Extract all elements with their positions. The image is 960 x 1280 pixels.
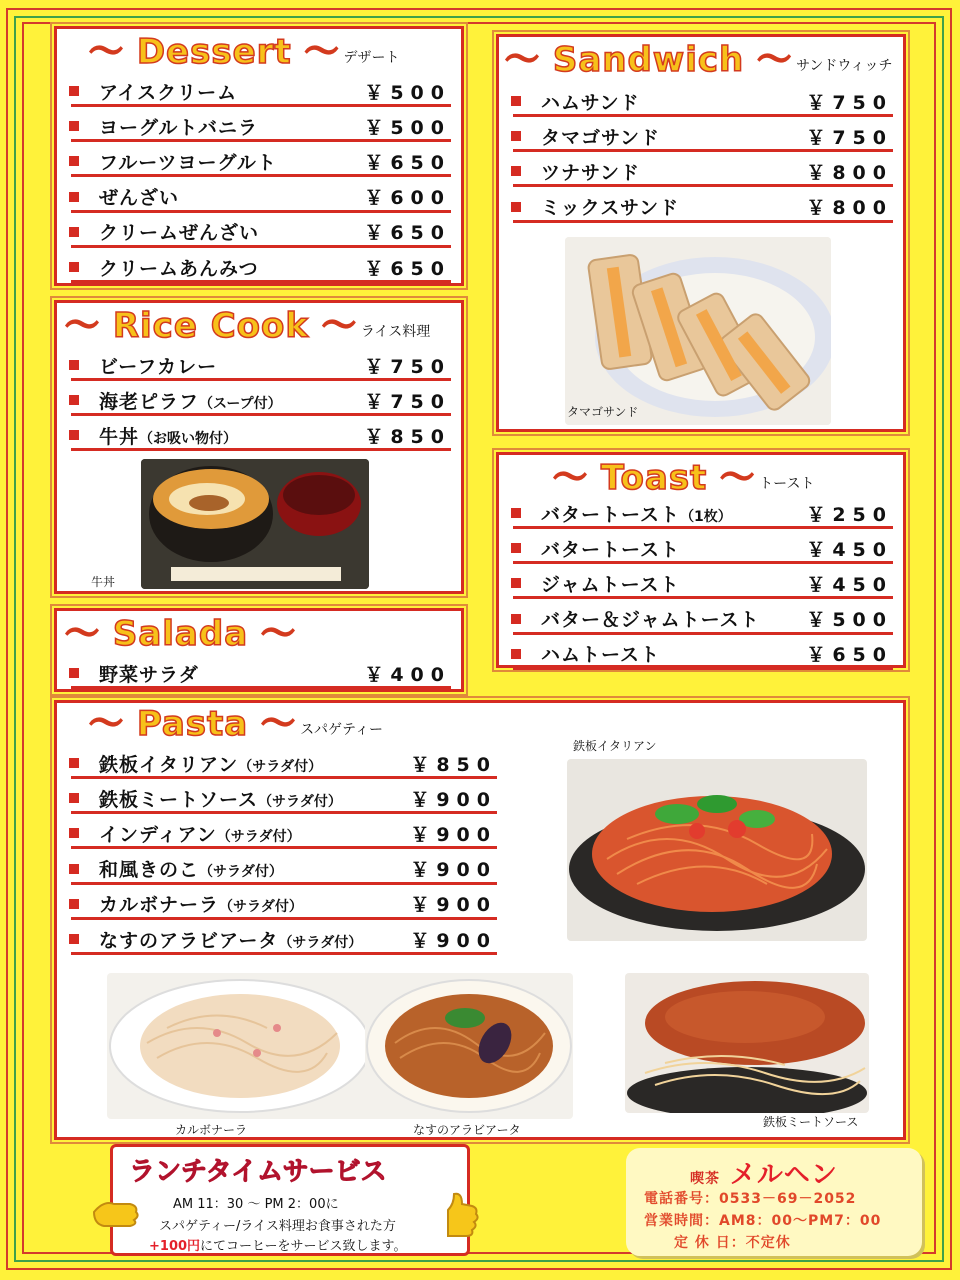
menu-item-label: 鉄板イタリアン bbox=[99, 753, 239, 776]
meat-sauce-photo bbox=[625, 973, 869, 1113]
menu-item-name bbox=[541, 605, 806, 632]
salada-section bbox=[54, 608, 464, 692]
title-swash-decoration bbox=[60, 338, 362, 345]
shop-info-box bbox=[626, 1148, 922, 1256]
bullet-square-icon bbox=[511, 508, 521, 518]
menu-item-name bbox=[541, 500, 806, 527]
dessert-title: ～ Dessert ～ bbox=[89, 35, 340, 69]
title-swash-decoration bbox=[500, 72, 798, 79]
row-underline bbox=[71, 210, 451, 213]
row-underline bbox=[71, 413, 451, 416]
menu-item-label: なすのアラビアータ bbox=[99, 929, 279, 952]
menu-item-price: ￥500 bbox=[364, 81, 451, 104]
row-underline bbox=[513, 220, 893, 223]
menu-item-name bbox=[99, 218, 364, 245]
menu-item-name bbox=[99, 750, 410, 777]
meat-sauce-caption: 鉄板ミートソース bbox=[763, 1115, 859, 1129]
menu-item-row bbox=[511, 155, 893, 187]
row-underline bbox=[71, 280, 451, 283]
menu-item-note: （サラダ付） bbox=[278, 934, 363, 951]
bullet-square-icon bbox=[69, 86, 79, 96]
bullet-square-icon bbox=[511, 614, 521, 624]
row-underline bbox=[71, 174, 451, 177]
salada-title: ～ Salada ～ bbox=[65, 617, 296, 651]
menu-item-row bbox=[69, 888, 497, 920]
menu-item-row bbox=[69, 817, 497, 849]
menu-item-row bbox=[69, 145, 451, 177]
row-underline bbox=[513, 667, 893, 670]
bullet-square-icon bbox=[69, 430, 79, 440]
menu-item-row bbox=[69, 853, 497, 885]
menu-item-label: タマゴサンド bbox=[541, 126, 661, 149]
menu-item-price: ￥750 bbox=[364, 355, 451, 378]
menu-item-price: ￥750 bbox=[806, 126, 893, 149]
menu-item-name bbox=[99, 78, 364, 105]
menu-item-name bbox=[541, 158, 806, 185]
menu-item-price: ￥750 bbox=[364, 390, 451, 413]
lunch-offer bbox=[149, 1235, 406, 1254]
row-underline bbox=[513, 596, 893, 599]
row-underline bbox=[513, 114, 893, 117]
shop-closed: 定 休 日：不定休 bbox=[674, 1235, 791, 1251]
menu-item-name bbox=[99, 855, 410, 882]
shop-phone: 電話番号：0533－69－2052 bbox=[644, 1191, 857, 1207]
menu-item-label: アイスクリーム bbox=[99, 81, 238, 104]
bullet-square-icon bbox=[69, 899, 79, 909]
menu-item-row bbox=[69, 747, 497, 779]
menu-item-name bbox=[541, 123, 806, 150]
bullet-square-icon bbox=[69, 668, 79, 678]
menu-item-price: ￥850 bbox=[410, 753, 497, 776]
menu-item-row bbox=[511, 532, 893, 564]
row-underline bbox=[71, 776, 497, 779]
menu-item-row bbox=[511, 603, 893, 635]
menu-item-note: （サラダ付） bbox=[258, 793, 342, 810]
menu-item-name bbox=[99, 890, 410, 917]
menu-item-price: ￥500 bbox=[364, 116, 451, 139]
shop-name: メルヘン bbox=[729, 1160, 838, 1190]
menu-item-label: クリームぜんざい bbox=[99, 222, 260, 245]
menu-item-price: ￥500 bbox=[806, 609, 893, 632]
menu-item-label: 野菜サラダ bbox=[99, 663, 199, 686]
row-underline bbox=[71, 882, 497, 885]
menu-item-label: 和風きのこ bbox=[99, 859, 200, 882]
shop-hours: 営業時間：AM8：00～PM7：00 bbox=[644, 1213, 882, 1229]
menu-item-label: バター＆ジャムトースト bbox=[541, 609, 760, 632]
menu-item-price: ￥600 bbox=[364, 187, 451, 210]
italian-photo bbox=[567, 759, 867, 941]
menu-item-row bbox=[69, 181, 451, 213]
menu-item-label: 牛丼 bbox=[99, 425, 140, 448]
lunch-offer-price: +100円 bbox=[149, 1239, 201, 1254]
toast-section bbox=[496, 452, 906, 668]
row-underline bbox=[71, 917, 497, 920]
menu-item-label: 海老ピラフ bbox=[99, 390, 200, 413]
bullet-square-icon bbox=[69, 121, 79, 131]
menu-item-price: ￥800 bbox=[806, 161, 893, 184]
lunch-condition: スパゲティー/ライス料理お食事された方 bbox=[159, 1219, 396, 1234]
menu-item-name bbox=[99, 113, 364, 140]
menu-item-note: （サラダ付） bbox=[216, 828, 301, 845]
toast-title: ～ Toast ～ bbox=[553, 461, 755, 495]
menu-item-name bbox=[99, 183, 364, 210]
rice-subtitle: ライス料理 bbox=[360, 324, 431, 340]
menu-item-name bbox=[99, 785, 410, 812]
menu-item-row bbox=[511, 638, 893, 670]
row-underline bbox=[71, 245, 451, 248]
bullet-square-icon bbox=[69, 934, 79, 944]
menu-item-name bbox=[541, 535, 806, 562]
menu-item-name bbox=[99, 352, 364, 379]
menu-item-name bbox=[99, 660, 364, 687]
lunch-service-box bbox=[110, 1144, 470, 1256]
bullet-square-icon bbox=[69, 864, 79, 874]
menu-item-label: カルボナーラ bbox=[99, 894, 220, 917]
bullet-square-icon bbox=[511, 96, 521, 106]
row-underline bbox=[71, 104, 451, 107]
bullet-square-icon bbox=[511, 166, 521, 176]
row-underline bbox=[513, 149, 893, 152]
menu-item-price: ￥900 bbox=[410, 859, 497, 882]
bullet-square-icon bbox=[511, 202, 521, 212]
gyudon-caption: 牛丼 bbox=[91, 575, 116, 589]
menu-item-price: ￥900 bbox=[410, 788, 497, 811]
pasta-subtitle: スパゲティー bbox=[300, 722, 383, 738]
menu-item-row bbox=[69, 75, 451, 107]
menu-item-row bbox=[69, 110, 451, 142]
sandwich-subtitle: サンドウィッチ bbox=[796, 58, 893, 74]
carbonara-photo bbox=[107, 973, 373, 1119]
sandwich-section bbox=[496, 34, 906, 432]
menu-item-row bbox=[69, 251, 451, 283]
menu-item-note: （サラダ付） bbox=[219, 899, 303, 916]
menu-item-price: ￥800 bbox=[806, 197, 893, 220]
row-underline bbox=[71, 811, 497, 814]
menu-item-label: ミックスサンド bbox=[541, 197, 680, 220]
pasta-title: ～ Pasta ～ bbox=[89, 707, 296, 741]
menu-item-note: （スープ付） bbox=[199, 395, 282, 412]
row-underline bbox=[71, 378, 451, 381]
menu-item-label: 鉄板ミートソース bbox=[99, 788, 259, 811]
menu-item-price: ￥750 bbox=[806, 91, 893, 114]
title-swash-decoration bbox=[84, 736, 302, 743]
italian-caption: 鉄板イタリアン bbox=[573, 739, 657, 753]
bullet-square-icon bbox=[69, 192, 79, 202]
menu-item-row bbox=[69, 384, 451, 416]
menu-item-name bbox=[99, 387, 364, 414]
thumbs-up-right-icon bbox=[440, 1190, 480, 1240]
arrabbiata-caption: なすのアラビアータ bbox=[413, 1123, 521, 1137]
menu-item-row bbox=[511, 497, 893, 529]
menu-item-row bbox=[69, 419, 451, 451]
menu-item-label: ハムサンド bbox=[541, 91, 640, 114]
menu-item-label: インディアン bbox=[99, 823, 217, 846]
menu-item-row bbox=[511, 567, 893, 599]
menu-item-note: （サラダ付） bbox=[199, 864, 283, 881]
bullet-square-icon bbox=[69, 156, 79, 166]
menu-item-name bbox=[541, 193, 806, 220]
menu-item-name bbox=[541, 570, 806, 597]
menu-item-name bbox=[99, 254, 364, 281]
toast-subtitle: トースト bbox=[759, 476, 815, 492]
carbonara-caption: カルボナーラ bbox=[175, 1123, 248, 1137]
thumbs-up-left-icon bbox=[90, 1194, 142, 1232]
menu-item-price: ￥650 bbox=[364, 257, 451, 280]
shop-name-line bbox=[690, 1154, 838, 1191]
row-underline bbox=[71, 448, 451, 451]
menu-item-name bbox=[99, 926, 410, 953]
title-swash-decoration bbox=[84, 64, 345, 71]
row-underline bbox=[513, 632, 893, 635]
menu-item-row bbox=[511, 85, 893, 117]
menu-item-price: ￥400 bbox=[364, 663, 451, 686]
bullet-square-icon bbox=[511, 578, 521, 588]
row-underline bbox=[513, 184, 893, 187]
arrabbiata-photo bbox=[365, 973, 573, 1119]
menu-item-note: （お吸い物付） bbox=[139, 430, 238, 447]
rice-title: ～ Rice Cook ～ bbox=[65, 309, 357, 343]
gyudon-photo bbox=[141, 459, 369, 589]
menu-item-price: ￥900 bbox=[410, 929, 497, 952]
bullet-square-icon bbox=[69, 360, 79, 370]
pasta-section bbox=[54, 700, 906, 1140]
menu-item-row bbox=[69, 216, 451, 248]
sandwich-title: ～ Sandwich ～ bbox=[505, 43, 792, 77]
bullet-square-icon bbox=[69, 828, 79, 838]
menu-item-note: （1枚） bbox=[680, 508, 732, 525]
row-underline bbox=[513, 526, 893, 529]
menu-item-name bbox=[99, 148, 364, 175]
menu-item-price: ￥250 bbox=[806, 503, 893, 526]
menu-item-label: ぜんざい bbox=[99, 187, 180, 210]
menu-item-row bbox=[511, 191, 893, 223]
title-swash-decoration bbox=[548, 490, 761, 497]
menu-item-label: クリームあんみつ bbox=[99, 257, 259, 280]
lunch-time: AM 11：30 ～ PM 2：00に bbox=[173, 1197, 339, 1212]
bullet-square-icon bbox=[511, 131, 521, 141]
bullet-square-icon bbox=[69, 227, 79, 237]
dessert-section bbox=[54, 26, 464, 286]
row-underline bbox=[71, 139, 451, 142]
rice-section bbox=[54, 300, 464, 594]
menu-item-label: ビーフカレー bbox=[99, 355, 218, 378]
lunch-title: ランチタイムサービス bbox=[129, 1157, 387, 1187]
row-underline bbox=[71, 846, 497, 849]
row-underline bbox=[513, 561, 893, 564]
menu-item-price: ￥900 bbox=[410, 823, 497, 846]
bullet-square-icon bbox=[511, 649, 521, 659]
row-underline bbox=[71, 952, 497, 955]
title-swash-decoration bbox=[60, 646, 302, 653]
menu-item-label: ハムトースト bbox=[541, 644, 661, 667]
menu-item-name bbox=[541, 640, 806, 667]
menu-item-price: ￥900 bbox=[410, 894, 497, 917]
menu-item-price: ￥650 bbox=[364, 151, 451, 174]
menu-item-label: ヨーグルトバニラ bbox=[99, 116, 259, 139]
menu-item-row bbox=[511, 120, 893, 152]
bullet-square-icon bbox=[69, 758, 79, 768]
menu-item-row bbox=[69, 349, 451, 381]
menu-item-name bbox=[99, 422, 364, 449]
menu-item-label: バタートースト bbox=[541, 503, 681, 526]
bullet-square-icon bbox=[69, 793, 79, 803]
menu-item-price: ￥450 bbox=[806, 573, 893, 596]
menu-item-price: ￥850 bbox=[364, 425, 451, 448]
menu-item-price: ￥650 bbox=[806, 644, 893, 667]
menu-item-label: ツナサンド bbox=[541, 161, 641, 184]
lunch-offer-text: にてコーヒーをサービス致します。 bbox=[200, 1239, 407, 1254]
bullet-square-icon bbox=[511, 543, 521, 553]
bullet-square-icon bbox=[69, 395, 79, 405]
bullet-square-icon bbox=[69, 262, 79, 272]
dessert-subtitle: デザート bbox=[343, 50, 400, 66]
shop-prefix: 喫茶 bbox=[690, 1171, 720, 1187]
menu-item-row bbox=[69, 782, 497, 814]
egg-sandwich-caption: タマゴサンド bbox=[567, 405, 639, 419]
menu-item-row bbox=[69, 923, 497, 955]
egg-sandwich-photo bbox=[565, 237, 831, 425]
menu-item-label: ジャムトースト bbox=[541, 573, 680, 596]
menu-item-price: ￥650 bbox=[364, 222, 451, 245]
menu-item-note: （サラダ付） bbox=[238, 758, 323, 775]
menu-item-price: ￥450 bbox=[806, 538, 893, 561]
menu-item-label: バタートースト bbox=[541, 538, 681, 561]
menu-item-name bbox=[541, 88, 806, 115]
menu-item-label: フルーツヨーグルト bbox=[99, 151, 277, 174]
menu-item-name bbox=[99, 820, 410, 847]
row-underline bbox=[71, 686, 451, 689]
menu-item-row bbox=[69, 657, 451, 689]
